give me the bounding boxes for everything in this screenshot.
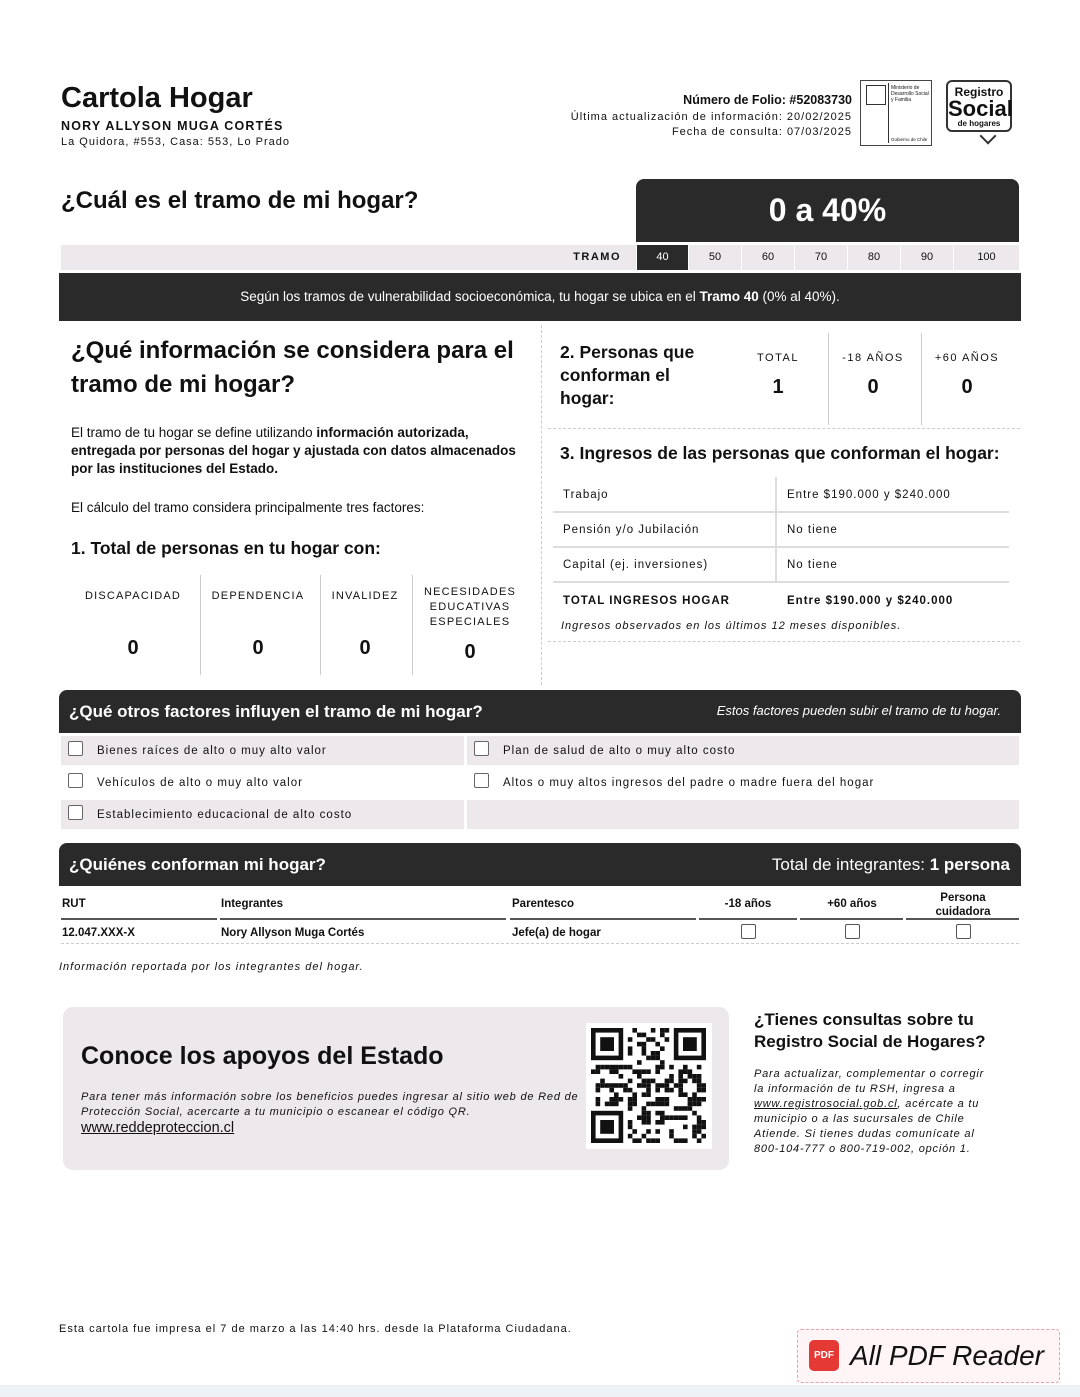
income-row-capital: Capital (ej. inversiones) No tiene	[553, 547, 1009, 583]
row-name: Nory Allyson Muga Cortés	[221, 927, 365, 939]
th-menores: -18 años	[724, 898, 772, 910]
factor-bienes-raices: Bienes raíces de alto o muy alto valor	[61, 736, 464, 765]
checkbox-mayor[interactable]	[845, 924, 860, 939]
factor1-title: 1. Total de personas en tu hogar con:	[71, 538, 381, 558]
folio-number: Número de Folio: #52083730	[683, 93, 852, 107]
checkbox-menor[interactable]	[741, 924, 756, 939]
th-parentesco: Parentesco	[512, 898, 575, 910]
checkbox[interactable]	[474, 741, 489, 756]
qr-code-icon[interactable]	[586, 1023, 712, 1149]
tramo-label: TRAMO	[573, 251, 621, 263]
last-update: Última actualización de información: 20/02/2025	[570, 111, 852, 123]
factor-ingresos-padre: Altos o muy altos ingresos del padre o madre fuera del hogar	[467, 768, 1019, 797]
th-rut: RUT	[62, 898, 86, 910]
page-title: Cartola Hogar	[61, 82, 253, 114]
income-row-pension: Pensión y/o Jubilación No tiene	[553, 512, 1009, 548]
checkbox[interactable]	[68, 773, 83, 788]
otros-title: ¿Qué otros factores influyen el tramo de mi hogar?	[69, 702, 483, 721]
holder-address: La Quidora, #553, Casa: 553, Lo Prado	[61, 136, 291, 148]
factor-dependencia: DEPENDENCIA 0	[211, 590, 305, 659]
registro-link[interactable]: www.registrosocial.gob.cl	[754, 1098, 898, 1110]
apoyos-text: Para tener más información sobre los beneficios puedes ingresar al sitio web de Red de Protección Social, acercarte a tu municipio o escanear el código QR.	[81, 1091, 579, 1118]
row-rut: 12.047.XXX-X	[62, 927, 135, 939]
income-note: Ingresos observados en los últimos 12 meses disponibles.	[561, 620, 902, 632]
info-paragraph: El tramo de tu hogar se define utilizando información autorizada, entregada por personas del hogar y ajustada con datos almacenados por las instituciones del Estado.	[71, 425, 516, 476]
personas-menores: -18 AÑOS 0	[842, 352, 904, 398]
tramo-cell: 40	[636, 245, 688, 270]
quienes-header	[59, 843, 1021, 886]
tramo-banner: Según los tramos de vulnerabilidad socioeconómica, tu hogar se ubica en el Tramo 40 (0% al 40%).	[59, 273, 1021, 321]
personas-total: TOTAL 1	[757, 352, 799, 398]
logo-line-1: Registro	[954, 85, 1004, 99]
tramo-result: 0 a 40%	[636, 179, 1019, 242]
tramo-question: ¿Cuál es el tramo de mi hogar?	[61, 187, 419, 214]
ministry-name: Ministerio de Desarrollo Social y Familia	[891, 85, 929, 103]
factor-educacional: Establecimiento educacional de alto costo	[61, 800, 464, 829]
checkbox[interactable]	[474, 773, 489, 788]
factor-empty	[467, 800, 1019, 829]
logo-line-2: Social	[948, 96, 1013, 121]
personas-title: 2. Personas que conforman el hogar:	[560, 342, 695, 408]
factor-invalidez: INVALIDEZ 0	[331, 590, 399, 659]
pdf-icon: PDF	[809, 1340, 839, 1371]
tramo-scale	[61, 245, 1019, 270]
th-mayores: +60 años	[827, 898, 877, 910]
logo-line-3: de hogares	[957, 119, 1001, 128]
print-footer: Esta cartola fue impresa el 7 de marzo a las 14:40 hrs. desde la Plataforma Ciudadana.	[59, 1323, 572, 1335]
quienes-total: Total de integrantes: 1 persona	[771, 855, 1010, 874]
income-row-trabajo: Trabajo Entre $190.000 y $240.000	[553, 477, 1009, 513]
gob-label: Gobierno de Chile	[891, 137, 928, 142]
tramo-cell: 90	[900, 245, 953, 270]
tramo-cell: 50	[688, 245, 741, 270]
factor-nee: NECESIDADES EDUCATIVAS ESPECIALES 0	[423, 586, 517, 663]
tramo-cell: 70	[794, 245, 847, 270]
factor-discapacidad: DISCAPACIDAD 0	[84, 590, 182, 659]
pdf-reader-badge[interactable]	[797, 1329, 1060, 1383]
checkbox[interactable]	[68, 805, 83, 820]
th-cuidadora: Persona cuidadora	[935, 892, 991, 918]
tramo-cell: 100	[953, 245, 1019, 270]
checkbox-cuidadora[interactable]	[956, 924, 971, 939]
ministry-logo	[860, 80, 932, 146]
rsh-logo	[940, 80, 1020, 148]
row-parentesco: Jefe(a) de hogar	[512, 927, 601, 939]
tramo-cell: 60	[741, 245, 794, 270]
otros-note: Estos factores pueden subir el tramo de tu hogar.	[716, 703, 1001, 718]
pdf-reader-label: All PDF Reader	[850, 1340, 1045, 1371]
personas-mayores: +60 AÑOS 0	[934, 352, 1000, 398]
crest-icon	[866, 85, 886, 105]
ingresos-title: 3. Ingresos de las personas que conforman el hogar:	[560, 443, 1000, 463]
quienes-title: ¿Quiénes conforman mi hogar?	[69, 855, 326, 874]
apoyos-card	[63, 1007, 729, 1170]
consultas-title: ¿Tienes consultas sobre tu Registro Social de Hogares?	[754, 1010, 986, 1051]
factor-plan-salud: Plan de salud de alto o muy alto costo	[467, 736, 1019, 765]
apoyos-link[interactable]: www.reddeproteccion.cl	[81, 1120, 235, 1136]
consult-date: Fecha de consulta: 07/03/2025	[671, 126, 852, 138]
consultas-text: Para actualizar, complementar o corregir la información de tu RSH, ingresa a www.registrosocial.gob.cl, acércate a tu municipio o a las sucursales de Chile Atiende. Si tienes dudas comunícate al 800-104-777 o 800-719-002, opción 1.	[754, 1068, 985, 1155]
apoyos-title: Conoce los apoyos del Estado	[81, 1042, 444, 1070]
checkbox[interactable]	[68, 741, 83, 756]
tramo-cell: 80	[847, 245, 900, 270]
holder-name: NORY ALLYSON MUGA CORTÉS	[61, 119, 284, 133]
info-paragraph-2: El cálculo del tramo considera principalmente tres factores:	[71, 500, 425, 515]
factor-vehiculos: Vehículos de alto o muy alto valor	[61, 768, 464, 797]
info-title: ¿Qué información se considera para el tramo de mi hogar?	[71, 337, 514, 398]
th-integrantes: Integrantes	[221, 898, 283, 910]
quienes-note: Información reportada por los integrantes del hogar.	[59, 961, 364, 973]
otros-header	[59, 690, 1021, 733]
